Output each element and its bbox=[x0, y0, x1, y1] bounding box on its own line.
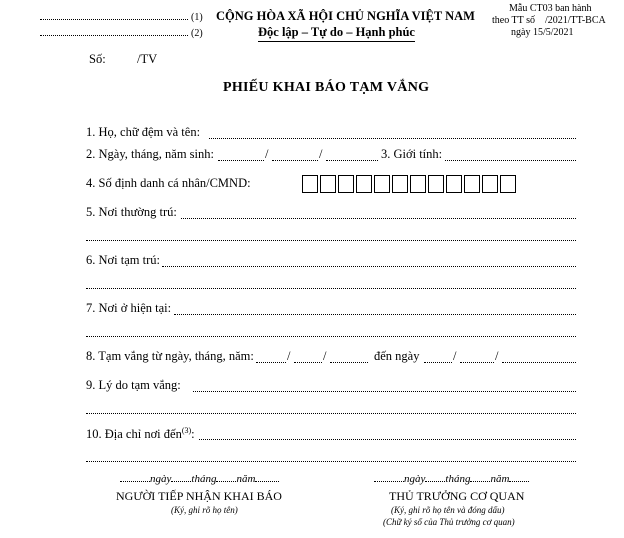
dob-day-field[interactable] bbox=[218, 160, 264, 161]
country-name: CỘNG HÒA XÃ HỘI CHỦ NGHĨA VIỆT NAM bbox=[216, 9, 475, 23]
gender-label: 3. Giới tính: bbox=[381, 147, 443, 161]
current-address-label: 7. Nơi ở hiện tại: bbox=[86, 301, 172, 315]
receiver-title: NGƯỜI TIẾP NHẬN KHAI BÁO bbox=[116, 489, 282, 503]
id-digit-box[interactable] bbox=[428, 175, 444, 193]
id-digit-box[interactable] bbox=[356, 175, 372, 193]
left-date-blank-4[interactable] bbox=[255, 481, 279, 482]
template-note-2: theo TT số /2021/TT-BCA bbox=[492, 15, 606, 26]
gender-field[interactable] bbox=[445, 160, 576, 161]
agency-line-2[interactable] bbox=[40, 35, 188, 36]
current-address-field-2[interactable] bbox=[86, 336, 576, 337]
absence-to-month-field[interactable] bbox=[460, 362, 494, 363]
temporary-address-field-2[interactable] bbox=[86, 288, 576, 289]
left-date-year: năm bbox=[236, 473, 256, 485]
id-digit-box[interactable] bbox=[500, 175, 516, 193]
right-date-line bbox=[374, 473, 529, 485]
number-suffix: /TV bbox=[137, 52, 158, 66]
absence-from-sep-2: / bbox=[323, 349, 327, 363]
destination-label-text: 10. Địa chỉ nơi đến bbox=[86, 427, 182, 442]
id-digit-box[interactable] bbox=[482, 175, 498, 193]
dob-sep-1: / bbox=[265, 147, 269, 161]
absence-to-year-field[interactable] bbox=[502, 362, 576, 363]
right-date-blank-3[interactable] bbox=[470, 481, 490, 482]
template-note-3: ngày 15/5/2021 bbox=[511, 27, 574, 38]
absence-to-label: đến ngày bbox=[374, 349, 420, 363]
id-digit-box[interactable] bbox=[446, 175, 462, 193]
head-of-agency-title: THỦ TRƯỞNG CƠ QUAN bbox=[389, 489, 525, 503]
permanent-address-field-2[interactable] bbox=[86, 240, 576, 241]
national-motto: Độc lập – Tự do – Hạnh phúc bbox=[258, 25, 415, 42]
full-name-field[interactable] bbox=[209, 138, 576, 139]
id-digit-box[interactable] bbox=[338, 175, 354, 193]
agency-line-1-mark: (1) bbox=[191, 12, 203, 23]
left-date-day: ngày bbox=[150, 473, 172, 485]
absence-to-sep-2: / bbox=[495, 349, 499, 363]
id-digit-box[interactable] bbox=[320, 175, 336, 193]
temporary-address-field[interactable] bbox=[162, 266, 576, 267]
destination-colon: : bbox=[191, 427, 195, 442]
right-date-month: tháng bbox=[445, 473, 471, 485]
id-digit-box[interactable] bbox=[302, 175, 318, 193]
head-of-agency-note-2: (Chữ ký số của Thủ trưởng cơ quan) bbox=[383, 517, 515, 527]
id-digit-box[interactable] bbox=[374, 175, 390, 193]
head-of-agency-note-1: (Ký, ghi rõ họ tên và đóng dấu) bbox=[391, 505, 505, 515]
absence-reason-field-2[interactable] bbox=[86, 413, 576, 414]
right-date-blank-2[interactable] bbox=[425, 481, 445, 482]
destination-label bbox=[86, 426, 195, 442]
agency-line-1[interactable] bbox=[40, 19, 188, 20]
left-date-month: tháng bbox=[191, 473, 217, 485]
temporary-address-label: 6. Nơi tạm trú: bbox=[86, 253, 160, 267]
absence-from-sep-1: / bbox=[287, 349, 291, 363]
receiver-note: (Ký, ghi rõ họ tên) bbox=[171, 505, 238, 515]
absence-period-label: 8. Tạm vắng từ ngày, tháng, năm: bbox=[86, 349, 254, 363]
absence-from-year-field[interactable] bbox=[330, 362, 368, 363]
current-address-field[interactable] bbox=[174, 314, 576, 315]
dob-label: 2. Ngày, tháng, năm sinh: bbox=[86, 147, 214, 161]
dob-year-field[interactable] bbox=[326, 160, 378, 161]
left-date-blank-2[interactable] bbox=[171, 481, 191, 482]
id-digit-box[interactable] bbox=[392, 175, 408, 193]
permanent-address-field[interactable] bbox=[181, 218, 576, 219]
destination-field[interactable] bbox=[199, 439, 576, 440]
dob-month-field[interactable] bbox=[272, 160, 318, 161]
right-date-blank-4[interactable] bbox=[509, 481, 529, 482]
absence-from-month-field[interactable] bbox=[294, 362, 322, 363]
permanent-address-label: 5. Nơi thường trú: bbox=[86, 205, 177, 219]
id-digit-box[interactable] bbox=[410, 175, 426, 193]
left-date-blank-1[interactable] bbox=[120, 481, 150, 482]
absence-from-day-field[interactable] bbox=[256, 362, 286, 363]
form-title: PHIẾU KHAI BÁO TẠM VẮNG bbox=[223, 80, 430, 95]
left-date-line bbox=[120, 473, 279, 485]
right-date-year: năm bbox=[490, 473, 510, 485]
id-digit-box[interactable] bbox=[464, 175, 480, 193]
absence-to-day-field[interactable] bbox=[424, 362, 452, 363]
destination-field-2[interactable] bbox=[86, 461, 576, 462]
absence-reason-field[interactable] bbox=[193, 391, 576, 392]
full-name-label: 1. Họ, chữ đệm và tên: bbox=[86, 125, 201, 139]
dob-sep-2: / bbox=[319, 147, 323, 161]
footnote-mark: (3) bbox=[181, 426, 192, 435]
right-date-day: ngày bbox=[404, 473, 426, 485]
absence-reason-label: 9. Lý do tạm vắng: bbox=[86, 378, 181, 392]
absence-to-sep-1: / bbox=[453, 349, 457, 363]
id-number-label: 4. Số định danh cá nhân/CMND: bbox=[86, 176, 251, 190]
right-date-blank-1[interactable] bbox=[374, 481, 404, 482]
agency-line-2-mark: (2) bbox=[191, 28, 203, 39]
number-label: Số: bbox=[89, 52, 106, 66]
template-note-1: Mẫu CT03 ban hành bbox=[509, 3, 592, 14]
left-date-blank-3[interactable] bbox=[216, 481, 236, 482]
